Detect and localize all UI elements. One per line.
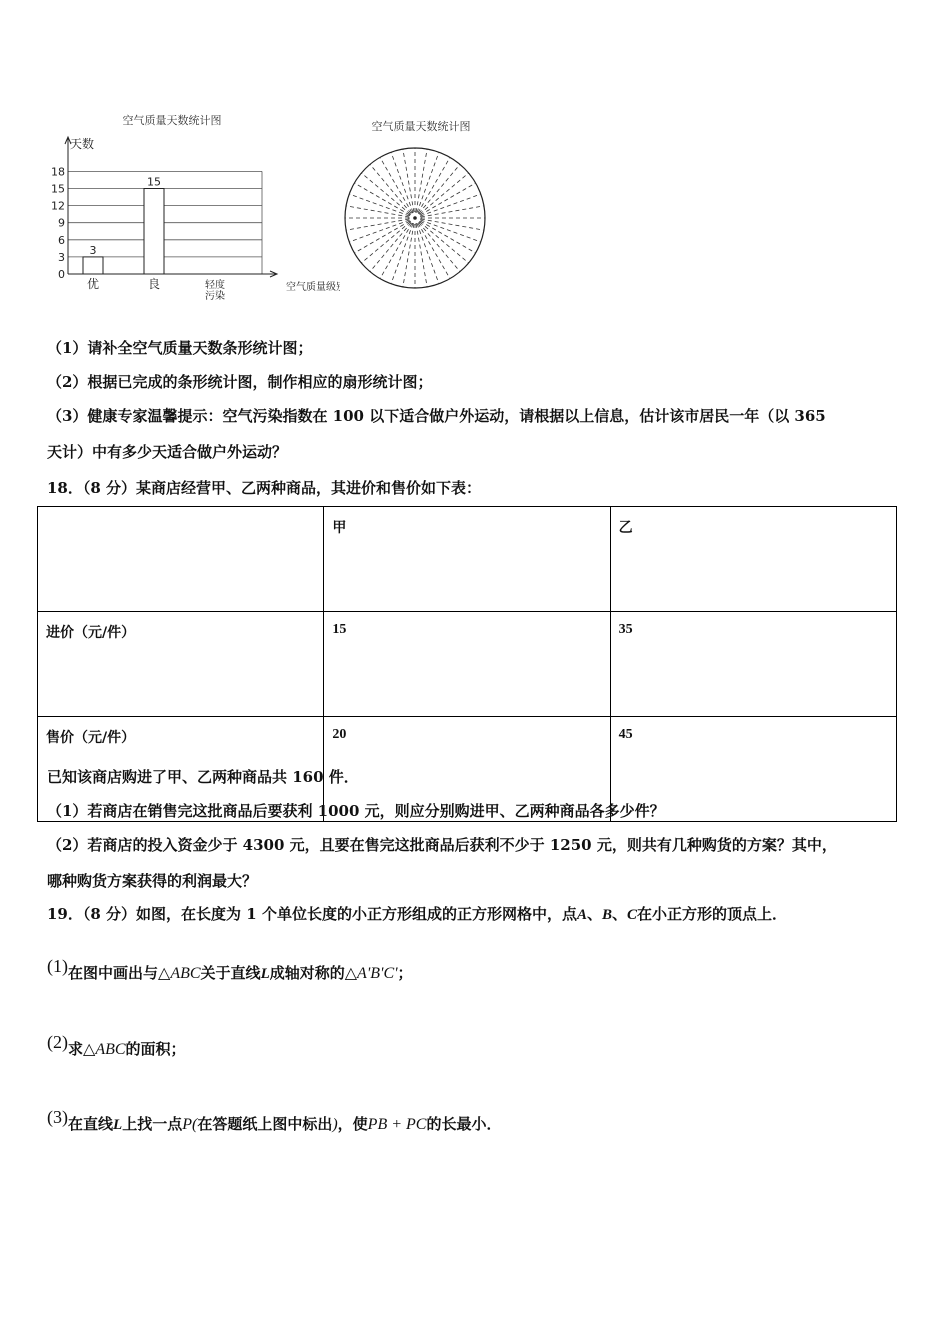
table-row bbox=[38, 507, 897, 612]
q19-text: 在图中画出与 bbox=[68, 964, 159, 982]
q19-text: 上找一点 bbox=[122, 1115, 183, 1133]
data-label: 3 bbox=[89, 243, 97, 257]
q19-text: 求 bbox=[68, 1040, 84, 1058]
table-cell bbox=[38, 507, 324, 612]
part-number: (2) bbox=[47, 1032, 68, 1052]
pie-chart-svg bbox=[335, 112, 505, 312]
q18-part2-line2: 哪种购货方案获得的利润最大？ bbox=[47, 872, 258, 890]
q17-part2: （2）根据已完成的条形统计图，制作相应的扇形统计图； bbox=[47, 373, 433, 391]
q19-text: 在小正方形的顶点上． bbox=[637, 905, 788, 923]
triangle-abc: △ABC bbox=[158, 965, 201, 982]
q18-stem: 18．（8 分）某商店经营甲、乙两种商品，其进价和售价如下表： bbox=[47, 479, 482, 497]
y-tick-label: 12 bbox=[51, 199, 65, 213]
q19-text: 关于直线 bbox=[200, 964, 261, 982]
y-tick-label: 18 bbox=[51, 165, 65, 179]
q18-info: 已知该商店购进了甲、乙两种商品共 160 件． bbox=[47, 768, 359, 786]
q19-text: 、 bbox=[612, 905, 628, 923]
table-cell: 45 bbox=[610, 717, 896, 822]
triangle-abc-prime: △A'B'C' bbox=[344, 965, 398, 982]
bar bbox=[144, 189, 164, 275]
pie-center-dot bbox=[413, 216, 417, 220]
x-axis-label: 空气质量级别 bbox=[286, 282, 340, 293]
point-p: P( bbox=[182, 1116, 198, 1133]
q19-text: 成轴对称的 bbox=[269, 964, 345, 982]
bar-chart bbox=[40, 108, 340, 308]
point-a: A bbox=[576, 907, 587, 923]
y-tick-label: 3 bbox=[58, 250, 65, 264]
q19-text: 的长最小． bbox=[426, 1115, 502, 1133]
q18-part1: （1）若商店在销售完这批商品后要获利 1000 元，则应分别购进甲、乙两种商品各多少件？ bbox=[47, 802, 665, 820]
pie-chart bbox=[335, 112, 505, 312]
point-b: B bbox=[602, 907, 613, 923]
line-l: L bbox=[260, 966, 270, 982]
q19-text: ； bbox=[397, 964, 413, 982]
y-axis-label: 天数 bbox=[70, 137, 95, 151]
chart-title: 空气质量天数统计图 bbox=[122, 114, 222, 127]
table-cell: 15 bbox=[324, 612, 610, 717]
part-number: (3) bbox=[47, 1107, 68, 1127]
q19-part2 bbox=[47, 1032, 186, 1059]
q19-stem bbox=[47, 903, 787, 924]
q17-part1: （1）请补全空气质量天数条形统计图； bbox=[47, 339, 313, 357]
q19-text: 在答题纸上图中标出 bbox=[197, 1115, 333, 1133]
point-c: C bbox=[627, 907, 638, 923]
q19-number: 1 bbox=[246, 905, 257, 923]
q17-part3-line2: 天计）中有多少天适合做户外运动？ bbox=[47, 443, 288, 461]
q19-text: 在直线 bbox=[68, 1115, 114, 1133]
table-cell: 20 bbox=[324, 717, 610, 822]
expression-pb-pc: PB + PC bbox=[367, 1116, 427, 1133]
table-row bbox=[38, 612, 897, 717]
data-label: 15 bbox=[147, 175, 161, 189]
chart-title: 空气质量天数统计图 bbox=[371, 120, 471, 133]
x-tick-label: 良 bbox=[147, 277, 161, 291]
triangle-abc: △ABC bbox=[83, 1041, 126, 1058]
table-cell: 进价（元/件） bbox=[38, 612, 324, 717]
bar bbox=[83, 257, 103, 274]
x-tick-label: 轻度 bbox=[205, 280, 225, 291]
q19-part1 bbox=[47, 956, 413, 983]
q19-text: 19．（8 分）如图，在长度为 bbox=[47, 905, 242, 923]
table-cell: 乙 bbox=[610, 507, 896, 612]
table-cell: 售价（元/件） bbox=[38, 717, 324, 822]
y-tick-label: 15 bbox=[51, 182, 65, 196]
x-tick-label: 污染 bbox=[205, 291, 225, 302]
table-cell: 35 bbox=[610, 612, 896, 717]
y-tick-label: 0 bbox=[58, 268, 65, 281]
paren-close: ) bbox=[332, 1116, 338, 1133]
bar-chart-svg bbox=[40, 108, 340, 308]
q19-text: 个单位长度的小正方形组成的正方形网格中，点 bbox=[261, 905, 577, 923]
q19-part3 bbox=[47, 1107, 502, 1134]
q19-text: 的面积； bbox=[125, 1040, 186, 1058]
q17-part3-line1: （3）健康专家温馨提示：空气污染指数在 100 以下适合做户外运动，请根据以上信息，估计该市居民一年（以 365 bbox=[47, 407, 826, 425]
q18-part2-line1: （2）若商店的投入资金少于 4300 元，且要在售完这批商品后获利不少于 1250 元，则共有几种购货的方案？其中， bbox=[47, 836, 837, 854]
part-number: (1) bbox=[47, 956, 68, 976]
y-tick-label: 6 bbox=[58, 233, 65, 247]
y-tick-label: 9 bbox=[58, 216, 65, 230]
table-cell: 甲 bbox=[324, 507, 610, 612]
q19-text: 、 bbox=[586, 905, 602, 923]
x-tick-label: 优 bbox=[86, 277, 100, 291]
q19-text: ，使 bbox=[337, 1115, 368, 1133]
line-l: L bbox=[113, 1117, 123, 1133]
